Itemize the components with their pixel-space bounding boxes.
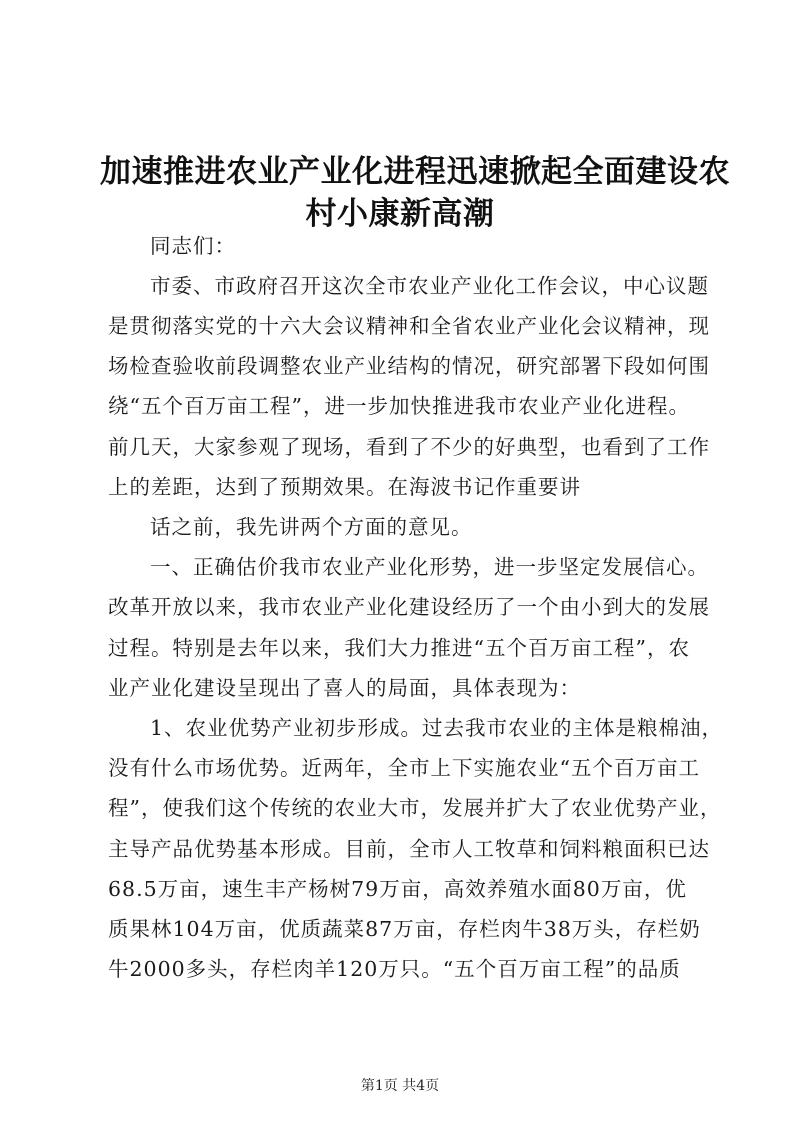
document-title-line-1: 加速推进农业产业化进程迅速掀起全面建设农 <box>100 154 730 190</box>
body-line: 改革开放以来，我市农业产业化建设经历了一个由小到大的发展 <box>108 595 710 619</box>
salutation: 同志们： <box>150 234 236 258</box>
body-line: 68.5万亩，速生丰产杨树79万亩，高效养殖水面80万亩，优 <box>108 877 687 901</box>
body-line: 话之前，我先讲两个方面的意见。 <box>150 515 473 539</box>
body-line: 场检查验收前段调整农业产业结构的情况，研究部署下段如何围 <box>108 354 710 378</box>
body-line: 市委、市政府召开这次全市农业产业化工作会议，中心议题 <box>150 274 709 298</box>
body-line: 上的差距，达到了预期效果。在海波书记作重要讲 <box>108 475 581 499</box>
body-line: 程”，使我们这个传统的农业大市，发展并扩大了农业优势产业， <box>108 796 722 820</box>
body-line: 过程。特别是去年以来，我们大力推进“五个百万亩工程”，农 <box>108 636 690 660</box>
body-line: 主导产品优势基本形成。目前，全市人工牧草和饲料粮面积已达 <box>108 837 710 861</box>
body-line: 前几天，大家参观了现场，看到了不少的好典型，也看到了工作 <box>108 435 710 459</box>
body-line: 没有什么市场优势。近两年，全市上下实施农业“五个百万亩工 <box>108 756 700 780</box>
subsection-heading: 1、农业优势产业初步形成。过去我市农业的主体是粮棉油， <box>150 716 724 740</box>
body-line: 绕“五个百万亩工程”，进一步加快推进我市农业产业化进程。 <box>108 394 690 418</box>
body-line: 是贯彻落实党的十六大会议精神和全省农业产业化会议精神，现 <box>108 314 710 338</box>
body-line: 质果林104万亩，优质蔬菜87万亩，存栏肉牛38万头，存栏奶 <box>108 917 701 941</box>
section-heading: 一、正确估价我市农业产业化形势，进一步坚定发展信心。 <box>150 555 709 579</box>
body-line: 牛2000多头，存栏肉羊120万只。“五个百万亩工程”的品质 <box>108 957 681 981</box>
page-number-footer: 第1页 共4页 <box>360 1078 440 1094</box>
document-title-line-2: 村小康新高潮 <box>305 196 495 232</box>
body-line: 业产业化建设呈现出了喜人的局面，具体表现为： <box>108 676 581 700</box>
